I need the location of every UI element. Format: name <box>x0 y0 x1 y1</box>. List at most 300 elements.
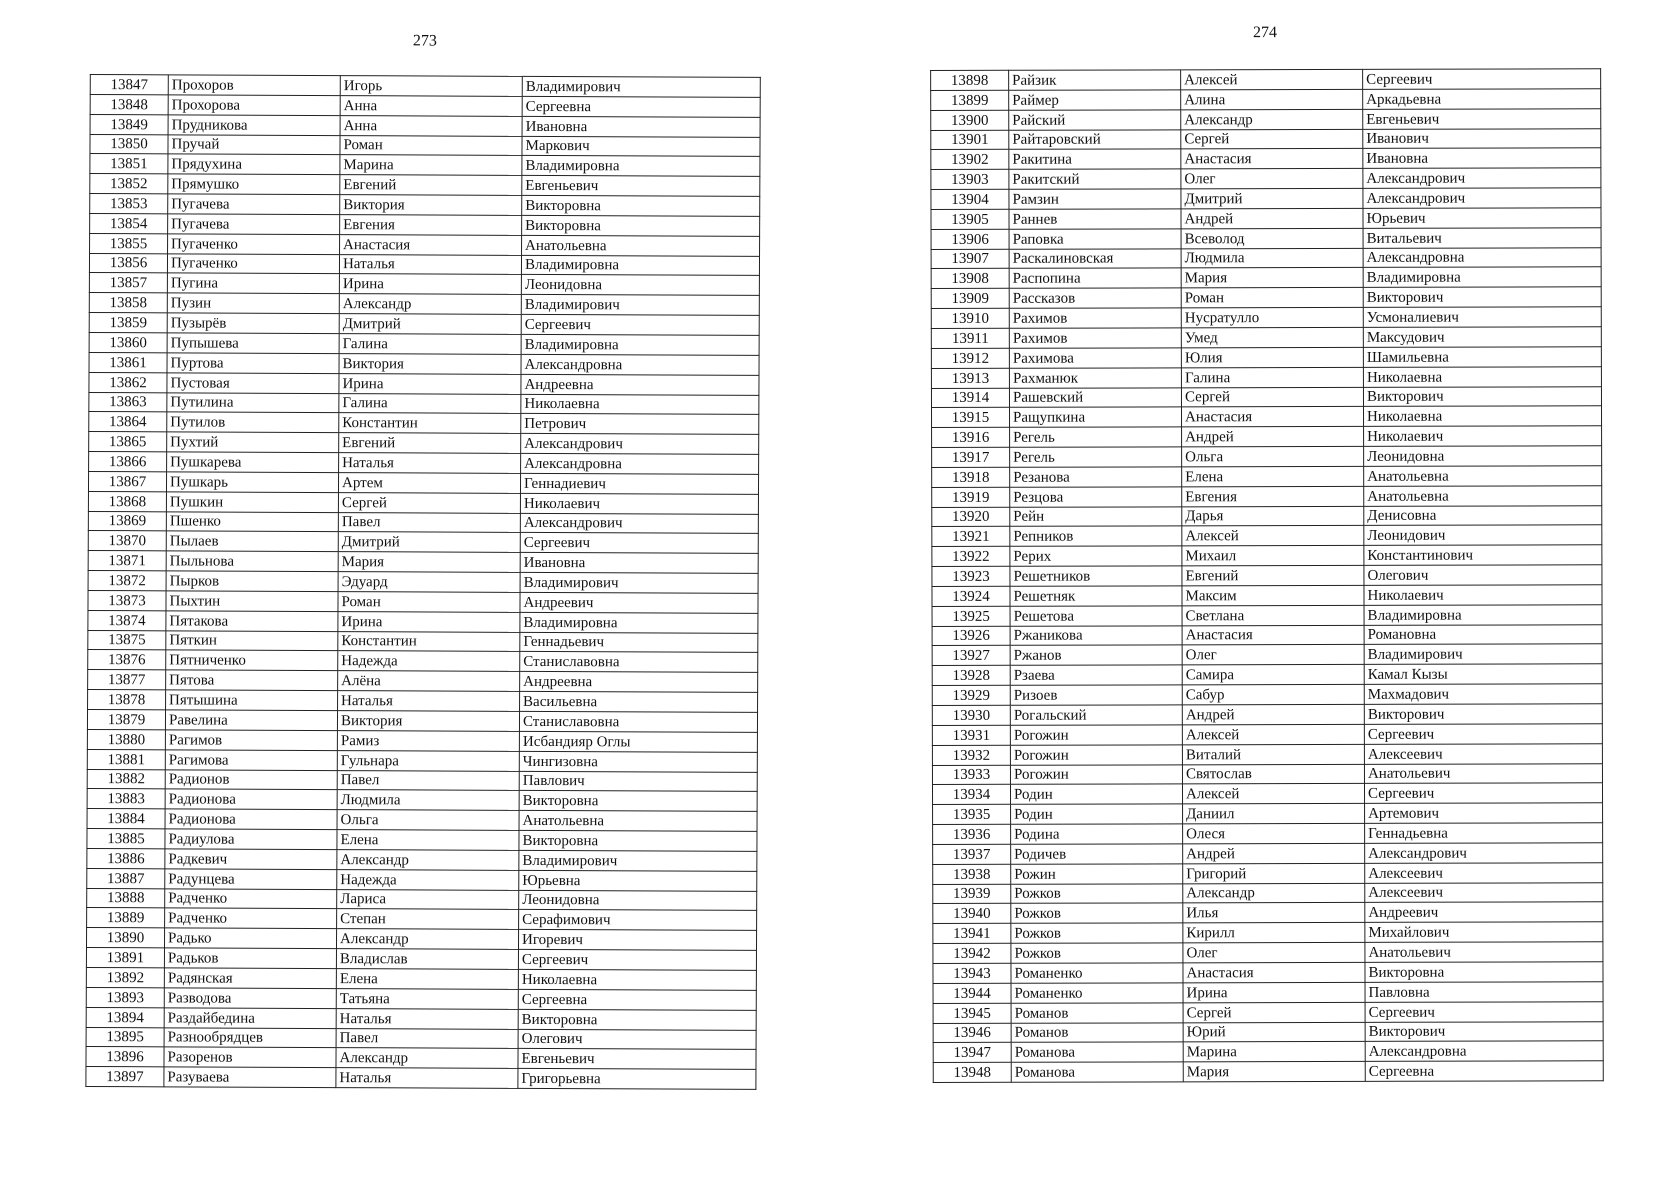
surname-cell: Пырков <box>166 571 338 592</box>
table-row <box>932 743 1602 765</box>
first-name-cell: Анастасия <box>1182 407 1364 427</box>
surname-cell: Радионова <box>165 809 337 830</box>
patronymic-cell: Анатольевна <box>519 811 757 832</box>
surname-cell: Радионов <box>165 769 337 790</box>
record-number-cell: 13932 <box>932 745 1010 765</box>
surname-cell: Разводова <box>164 988 336 1009</box>
record-number-cell: 13919 <box>932 487 1010 507</box>
record-number-cell: 13921 <box>932 527 1010 547</box>
table-row <box>932 624 1602 646</box>
first-name-cell: Самира <box>1182 665 1364 685</box>
table-row <box>87 829 757 852</box>
table-row <box>87 888 757 911</box>
record-number-cell: 13928 <box>932 666 1010 686</box>
patronymic-cell: Сергеевич <box>1364 724 1602 744</box>
surname-cell: Прохоров <box>168 75 340 96</box>
record-number-cell: 13943 <box>933 963 1011 983</box>
first-name-cell: Галина <box>339 393 521 414</box>
record-number-cell: 13852 <box>90 174 168 194</box>
patronymic-cell: Сергеевич <box>518 950 756 971</box>
first-name-cell: Святослав <box>1182 764 1364 784</box>
record-number-cell: 13939 <box>933 884 1011 904</box>
record-number-cell: 13892 <box>86 967 164 987</box>
table-row <box>86 1007 756 1030</box>
patronymic-cell: Юрьевна <box>519 870 757 891</box>
table-row <box>931 267 1601 289</box>
patronymic-cell: Владимировна <box>1363 267 1601 287</box>
patronymic-cell: Леонидовна <box>521 275 759 296</box>
surname-cell: Рахимов <box>1009 308 1181 328</box>
table-row <box>86 948 756 971</box>
first-name-cell: Ольга <box>1182 446 1364 466</box>
surname-cell: Родина <box>1011 824 1183 844</box>
surname-cell: Родин <box>1010 784 1182 804</box>
table-row <box>933 1041 1603 1063</box>
first-name-cell: Александр <box>1181 109 1363 129</box>
surname-cell: Радченко <box>165 888 337 909</box>
patronymic-cell: Сергеевна <box>522 96 760 117</box>
first-name-cell: Дмитрий <box>1181 188 1363 208</box>
record-number-cell: 13938 <box>933 864 1011 884</box>
table-row <box>932 605 1602 627</box>
surname-cell: Раннев <box>1009 209 1181 229</box>
first-name-cell: Виктория <box>340 195 522 216</box>
surname-cell: Разнообрядцев <box>164 1027 336 1048</box>
patronymic-cell: Владимирович <box>1364 644 1602 664</box>
table-row <box>932 426 1602 448</box>
patronymic-cell: Олегович <box>1364 565 1602 585</box>
table-row <box>89 332 759 355</box>
roster-table-body <box>86 75 760 1090</box>
first-name-cell: Юрий <box>1183 1022 1365 1042</box>
surname-cell: Романов <box>1011 1002 1183 1022</box>
patronymic-cell: Шамильевна <box>1363 347 1601 367</box>
patronymic-cell: Сергеевич <box>1364 783 1602 803</box>
first-name-cell: Наталья <box>336 1008 518 1029</box>
patronymic-cell: Александрович <box>1365 843 1603 863</box>
first-name-cell: Дарья <box>1182 506 1364 526</box>
surname-cell: Романова <box>1011 1042 1183 1062</box>
table-row <box>90 75 760 98</box>
record-number-cell: 13933 <box>932 765 1010 785</box>
table-row <box>87 789 757 812</box>
table-row <box>90 114 760 137</box>
first-name-cell: Виктория <box>337 711 519 732</box>
first-name-cell: Сергей <box>1181 387 1363 407</box>
record-number-cell: 13924 <box>932 586 1010 606</box>
record-number-cell: 13913 <box>931 368 1009 388</box>
first-name-cell: Гульнара <box>337 750 519 771</box>
record-number-cell: 13936 <box>933 824 1011 844</box>
record-number-cell: 13851 <box>90 154 168 174</box>
first-name-cell: Евгений <box>340 175 522 196</box>
first-name-cell: Наталья <box>338 691 520 712</box>
table-row <box>88 491 758 514</box>
record-number-cell: 13922 <box>932 547 1010 567</box>
surname-cell: Рзаева <box>1010 665 1182 685</box>
record-number-cell: 13880 <box>87 729 165 749</box>
record-number-cell: 13917 <box>932 447 1010 467</box>
record-number-cell: 13912 <box>931 348 1009 368</box>
first-name-cell: Надежда <box>338 651 520 672</box>
record-number-cell: 13931 <box>932 725 1010 745</box>
patronymic-cell: Анатольевич <box>1365 942 1603 962</box>
first-name-cell: Анастасия <box>1182 625 1364 645</box>
surname-cell: Рожков <box>1011 883 1183 903</box>
patronymic-cell: Викторович <box>1363 386 1601 406</box>
surname-cell: Ращупкина <box>1010 407 1182 427</box>
record-number-cell: 13884 <box>87 809 165 829</box>
patronymic-cell: Викторовна <box>518 1009 756 1030</box>
table-row <box>931 386 1601 408</box>
roster-table <box>930 68 1604 1083</box>
patronymic-cell: Александровна <box>521 453 759 474</box>
table-row <box>933 982 1603 1004</box>
table-row <box>933 823 1603 845</box>
patronymic-cell: Максудович <box>1363 327 1601 347</box>
surname-cell: Рамзин <box>1009 189 1181 209</box>
first-name-cell: Марина <box>1183 1042 1365 1062</box>
surname-cell: Прямушко <box>168 174 340 195</box>
first-name-cell: Наталья <box>339 453 521 474</box>
table-row <box>90 194 760 217</box>
patronymic-cell: Анатольевна <box>1364 485 1602 505</box>
patronymic-cell: Витальевич <box>1363 227 1601 247</box>
record-number-cell: 13886 <box>87 848 165 868</box>
patronymic-cell: Игоревич <box>518 930 756 951</box>
first-name-cell: Ольга <box>337 810 519 831</box>
patronymic-cell: Романовна <box>1364 624 1602 644</box>
first-name-cell: Андрей <box>1182 427 1364 447</box>
surname-cell: Пухтий <box>167 432 339 453</box>
first-name-cell: Андрей <box>1181 208 1363 228</box>
patronymic-cell: Станиславовна <box>520 652 758 673</box>
table-row <box>90 154 760 177</box>
surname-cell: Решетников <box>1010 566 1182 586</box>
patronymic-cell: Евгеньевич <box>518 1049 756 1070</box>
table-row <box>932 783 1602 805</box>
surname-cell: Рашевский <box>1009 387 1181 407</box>
patronymic-cell: Чингизовна <box>519 751 757 772</box>
surname-cell: Пузырёв <box>167 313 339 334</box>
surname-cell: Резанова <box>1010 467 1182 487</box>
surname-cell: Рожков <box>1011 943 1183 963</box>
first-name-cell: Роман <box>338 592 520 613</box>
record-number-cell: 13925 <box>932 606 1010 626</box>
record-number-cell: 13849 <box>90 114 168 134</box>
table-row <box>932 446 1602 468</box>
patronymic-cell: Ивановна <box>1363 148 1601 168</box>
first-name-cell: Сергей <box>1183 1002 1365 1022</box>
surname-cell: Романенко <box>1011 963 1183 983</box>
surname-cell: Рассказов <box>1009 288 1181 308</box>
record-number-cell: 13905 <box>931 209 1009 229</box>
first-name-cell: Анастасия <box>1181 149 1363 169</box>
table-row <box>86 1047 756 1070</box>
patronymic-cell: Геннадиевич <box>520 473 758 494</box>
page-number: 274 <box>1253 24 1278 42</box>
patronymic-cell: Андреевич <box>520 592 758 613</box>
patronymic-cell: Григорьевна <box>518 1069 756 1090</box>
patronymic-cell: Геннадьевич <box>520 632 758 653</box>
first-name-cell: Дмитрий <box>339 314 521 335</box>
surname-cell: Пуртова <box>167 353 339 374</box>
record-number-cell: 13877 <box>88 670 166 690</box>
patronymic-cell: Андреевич <box>1365 902 1603 922</box>
record-number-cell: 13906 <box>931 229 1009 249</box>
patronymic-cell: Александрович <box>1363 168 1601 188</box>
patronymic-cell: Геннадьевна <box>1365 823 1603 843</box>
record-number-cell: 13855 <box>90 233 168 253</box>
patronymic-cell: Павловна <box>1365 982 1603 1002</box>
first-name-cell: Александр <box>339 294 521 315</box>
patronymic-cell: Александрович <box>521 434 759 455</box>
surname-cell: Пугаченко <box>168 234 340 255</box>
first-name-cell: Константин <box>339 413 521 434</box>
surname-cell: Пручай <box>168 134 340 155</box>
patronymic-cell: Николаевна <box>521 394 759 415</box>
surname-cell: Рагимова <box>165 750 337 771</box>
surname-cell: Пятова <box>166 670 338 691</box>
patronymic-cell: Анатольевна <box>1364 466 1602 486</box>
surname-cell: Разуваева <box>164 1067 336 1088</box>
record-number-cell: 13871 <box>88 551 166 571</box>
surname-cell: Радкевич <box>165 849 337 870</box>
table-row <box>89 293 759 316</box>
table-row <box>932 505 1602 527</box>
record-number-cell: 13911 <box>931 328 1009 348</box>
first-name-cell: Рамиз <box>337 730 519 751</box>
surname-cell: Родин <box>1011 804 1183 824</box>
patronymic-cell: Петрович <box>521 414 759 435</box>
first-name-cell: Андрей <box>1182 704 1364 724</box>
first-name-cell: Надежда <box>337 869 519 890</box>
patronymic-cell: Александрович <box>1363 188 1601 208</box>
table-row <box>932 525 1602 547</box>
table-row <box>931 148 1601 170</box>
first-name-cell: Евгений <box>339 433 521 454</box>
table-row <box>88 650 758 673</box>
record-number-cell: 13882 <box>87 769 165 789</box>
record-number-cell: 13894 <box>86 1007 164 1027</box>
patronymic-cell: Викторовна <box>522 215 760 236</box>
first-name-cell: Людмила <box>1181 248 1363 268</box>
table-row <box>932 406 1602 428</box>
first-name-cell: Сабур <box>1182 685 1364 705</box>
table-row <box>931 366 1601 388</box>
table-row <box>931 327 1601 349</box>
record-number-cell: 13881 <box>87 749 165 769</box>
record-number-cell: 13929 <box>932 685 1010 705</box>
first-name-cell: Мария <box>1181 268 1363 288</box>
first-name-cell: Михаил <box>1182 546 1364 566</box>
surname-cell: Ракитина <box>1009 149 1181 169</box>
first-name-cell: Наталья <box>339 254 521 275</box>
first-name-cell: Степан <box>337 909 519 930</box>
surname-cell: Раздайбедина <box>164 1007 336 1028</box>
table-row <box>89 313 759 336</box>
first-name-cell: Елена <box>1182 466 1364 486</box>
patronymic-cell: Ивановна <box>520 553 758 574</box>
patronymic-cell: Аркадьевна <box>1363 89 1601 109</box>
record-number-cell: 13885 <box>87 829 165 849</box>
patronymic-cell: Ивановна <box>522 116 760 137</box>
surname-cell: Радьков <box>164 948 336 969</box>
first-name-cell: Эдуард <box>338 572 520 593</box>
surname-cell: Прядухина <box>168 154 340 175</box>
patronymic-cell: Викторович <box>1363 287 1601 307</box>
patronymic-cell: Денисовна <box>1364 505 1602 525</box>
patronymic-cell: Николаевич <box>520 493 758 514</box>
patronymic-cell: Евгеньевич <box>522 176 760 197</box>
table-row <box>90 213 760 236</box>
patronymic-cell: Леонидович <box>1364 525 1602 545</box>
surname-cell: Рогожин <box>1010 725 1182 745</box>
surname-cell: Пятниченко <box>166 650 338 671</box>
surname-cell: Пушкарева <box>167 452 339 473</box>
surname-cell: Прохорова <box>168 95 340 116</box>
first-name-cell: Алексей <box>1181 69 1363 89</box>
surname-cell: Пшенко <box>166 511 338 532</box>
record-number-cell: 13869 <box>88 511 166 531</box>
patronymic-cell: Андреевна <box>521 374 759 395</box>
first-name-cell: Алексей <box>1182 784 1364 804</box>
surname-cell: Рейн <box>1010 506 1182 526</box>
patronymic-cell: Владимировна <box>520 612 758 633</box>
table-row <box>931 208 1601 230</box>
roster-table-body <box>931 69 1604 1083</box>
first-name-cell: Наталья <box>336 1068 518 1089</box>
first-name-cell: Ирина <box>1183 982 1365 1002</box>
record-number-cell: 13926 <box>932 626 1010 646</box>
patronymic-cell: Владимировна <box>1364 605 1602 625</box>
table-row <box>933 803 1603 825</box>
record-number-cell: 13856 <box>89 253 167 273</box>
table-row <box>88 630 758 653</box>
patronymic-cell: Алексеевич <box>1365 882 1603 902</box>
first-name-cell: Галина <box>1181 367 1363 387</box>
patronymic-cell: Владимирович <box>520 572 758 593</box>
table-row <box>933 962 1603 984</box>
table-row <box>88 590 758 613</box>
first-name-cell: Умед <box>1181 327 1363 347</box>
first-name-cell: Ирина <box>338 611 520 632</box>
patronymic-cell: Николаевна <box>1364 406 1602 426</box>
surname-cell: Пыльнова <box>166 551 338 572</box>
patronymic-cell: Викторовна <box>522 195 760 216</box>
surname-cell: Регель <box>1010 447 1182 467</box>
surname-cell: Распопина <box>1009 268 1181 288</box>
surname-cell: Прудникова <box>168 115 340 136</box>
first-name-cell: Юлия <box>1181 347 1363 367</box>
surname-cell: Ризоев <box>1010 685 1182 705</box>
patronymic-cell: Александровна <box>521 354 759 375</box>
table-row <box>933 902 1603 924</box>
first-name-cell: Дмитрий <box>338 532 520 553</box>
table-row <box>933 922 1603 944</box>
patronymic-cell: Павлович <box>519 771 757 792</box>
patronymic-cell: Владимировна <box>522 156 760 177</box>
surname-cell: Пузин <box>167 293 339 314</box>
table-row <box>931 128 1601 150</box>
patronymic-cell: Владимирович <box>519 850 757 871</box>
record-number-cell: 13920 <box>932 507 1010 527</box>
table-row <box>87 848 757 871</box>
table-row <box>86 987 756 1010</box>
first-name-cell: Светлана <box>1182 605 1364 625</box>
patronymic-cell: Артемович <box>1365 803 1603 823</box>
record-number-cell: 13902 <box>931 150 1009 170</box>
table-row <box>89 432 759 455</box>
surname-cell: Пупышева <box>167 333 339 354</box>
first-name-cell: Анастасия <box>340 234 522 255</box>
surname-cell: Пятакова <box>166 611 338 632</box>
patronymic-cell: Викторовна <box>1365 962 1603 982</box>
record-number-cell: 13923 <box>932 566 1010 586</box>
patronymic-cell: Николаевна <box>518 969 756 990</box>
page-left <box>85 30 760 1090</box>
table-row <box>932 545 1602 567</box>
patronymic-cell: Викторовна <box>519 830 757 851</box>
first-name-cell: Даниил <box>1183 804 1365 824</box>
first-name-cell: Роман <box>1181 288 1363 308</box>
surname-cell: Резцова <box>1010 487 1182 507</box>
surname-cell: Раймер <box>1009 90 1181 110</box>
record-number-cell: 13876 <box>88 650 166 670</box>
record-number-cell: 13896 <box>86 1047 164 1067</box>
table-row <box>931 247 1601 269</box>
table-row <box>931 287 1601 309</box>
surname-cell: Рогожин <box>1010 764 1182 784</box>
surname-cell: Путилов <box>167 412 339 433</box>
record-number-cell: 13895 <box>86 1027 164 1047</box>
table-row <box>88 610 758 633</box>
record-number-cell: 13863 <box>89 392 167 412</box>
table-row <box>933 942 1603 964</box>
first-name-cell: Алина <box>1181 89 1363 109</box>
table-row <box>932 644 1602 666</box>
surname-cell: Родичев <box>1011 844 1183 864</box>
surname-cell: Романова <box>1011 1062 1183 1082</box>
record-number-cell: 13942 <box>933 943 1011 963</box>
patronymic-cell: Александровна <box>1365 1041 1603 1061</box>
table-row <box>932 763 1602 785</box>
table-row <box>89 352 759 375</box>
first-name-cell: Марина <box>340 155 522 176</box>
first-name-cell: Григорий <box>1183 863 1365 883</box>
record-number-cell: 13908 <box>931 269 1009 289</box>
patronymic-cell: Николаевна <box>1363 366 1601 386</box>
record-number-cell: 13941 <box>933 924 1011 944</box>
table-row <box>87 809 757 832</box>
record-number-cell: 13914 <box>931 388 1009 408</box>
patronymic-cell: Сергеевна <box>518 989 756 1010</box>
record-number-cell: 13850 <box>90 134 168 154</box>
surname-cell: Райзик <box>1009 70 1181 90</box>
table-row <box>87 868 757 891</box>
table-row <box>88 690 758 713</box>
first-name-cell: Анастасия <box>1183 962 1365 982</box>
surname-cell: Рожин <box>1011 864 1183 884</box>
first-name-cell: Александр <box>1183 883 1365 903</box>
first-name-cell: Сергей <box>338 492 520 513</box>
record-number-cell: 13930 <box>932 705 1010 725</box>
record-number-cell: 13865 <box>89 432 167 452</box>
record-number-cell: 13879 <box>87 709 165 729</box>
record-number-cell: 13890 <box>86 928 164 948</box>
patronymic-cell: Анатольевич <box>1364 763 1602 783</box>
surname-cell: Радянская <box>164 968 336 989</box>
